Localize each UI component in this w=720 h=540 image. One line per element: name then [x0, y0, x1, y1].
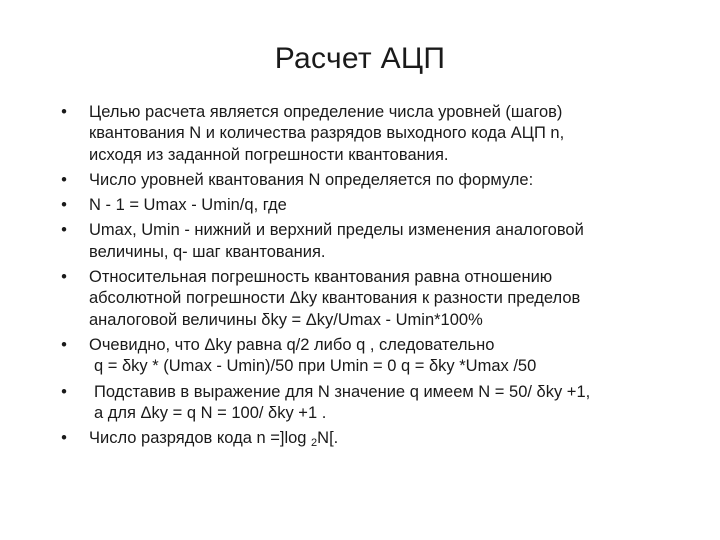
log-base-subscript: 2 [311, 437, 318, 450]
formula-prefix: Число разрядов кода n =]log [89, 429, 312, 448]
bullet-icon: • [61, 221, 67, 240]
formula-suffix: N[. [317, 429, 339, 448]
bullet-text-line: аналоговой величины δky = Δky/Umax - Umin*100% [89, 310, 483, 329]
bullet-text-line: исходя из заданной погрешности квантования. [89, 145, 449, 164]
bullet-icon: • [61, 335, 67, 354]
bullet-icon: • [61, 196, 67, 215]
bullet-item [58, 335, 668, 378]
bullet-text-line: Относительная погрешность квантования равна отношению [89, 268, 553, 287]
bullet-icon: • [61, 103, 67, 121]
bullet-text-line: N - 1 = Umax - Umin/q, где [89, 196, 287, 215]
bullet-item [58, 170, 668, 191]
bullet-text-line: Число уровней квантования N определяется по формуле: [89, 170, 534, 189]
bullet-text-line: а для Δky = q N = 100/ δky +1 . [94, 403, 327, 422]
bullet-text-line: абсолютной погрешности Δky квантования к разности пределов [89, 289, 581, 308]
bullet-text-line: Umax, Umin - нижний и верхний пределы изменения аналоговой [89, 221, 584, 240]
bullet-item [58, 220, 668, 263]
bullet-list [58, 102, 668, 458]
bullet-item [58, 195, 668, 216]
bullet-item [58, 428, 668, 454]
bullet-text-line: Очевидно, что Δky равна q/2 либо q , следовательно [89, 335, 495, 354]
bullet-item [58, 382, 668, 425]
bullet-text-line [89, 428, 668, 454]
bullet-text-line: Целью расчета является определение числа уровней (шагов) [89, 103, 563, 121]
bullet-icon: • [61, 268, 67, 287]
bullet-item [58, 102, 668, 166]
bullet-text-line: q = δky * (Umax - Umin)/50 при Umin = 0 q = δky *Umax /50 [94, 357, 537, 376]
bullet-icon: • [61, 382, 67, 401]
bullet-text-line: квантования N и количества разрядов выходного кода АЦП n, [89, 124, 565, 143]
slide-title: Расчет АЦП [274, 42, 446, 75]
bullet-text-line: величины, q- шаг квантования. [89, 242, 326, 261]
bullet-item [58, 267, 668, 331]
bullet-text-line: Подставив в выражение для N значение q имеем N = 50/ δky +1, [94, 382, 591, 401]
bullet-icon: • [61, 170, 67, 189]
bullet-icon: • [61, 429, 67, 448]
